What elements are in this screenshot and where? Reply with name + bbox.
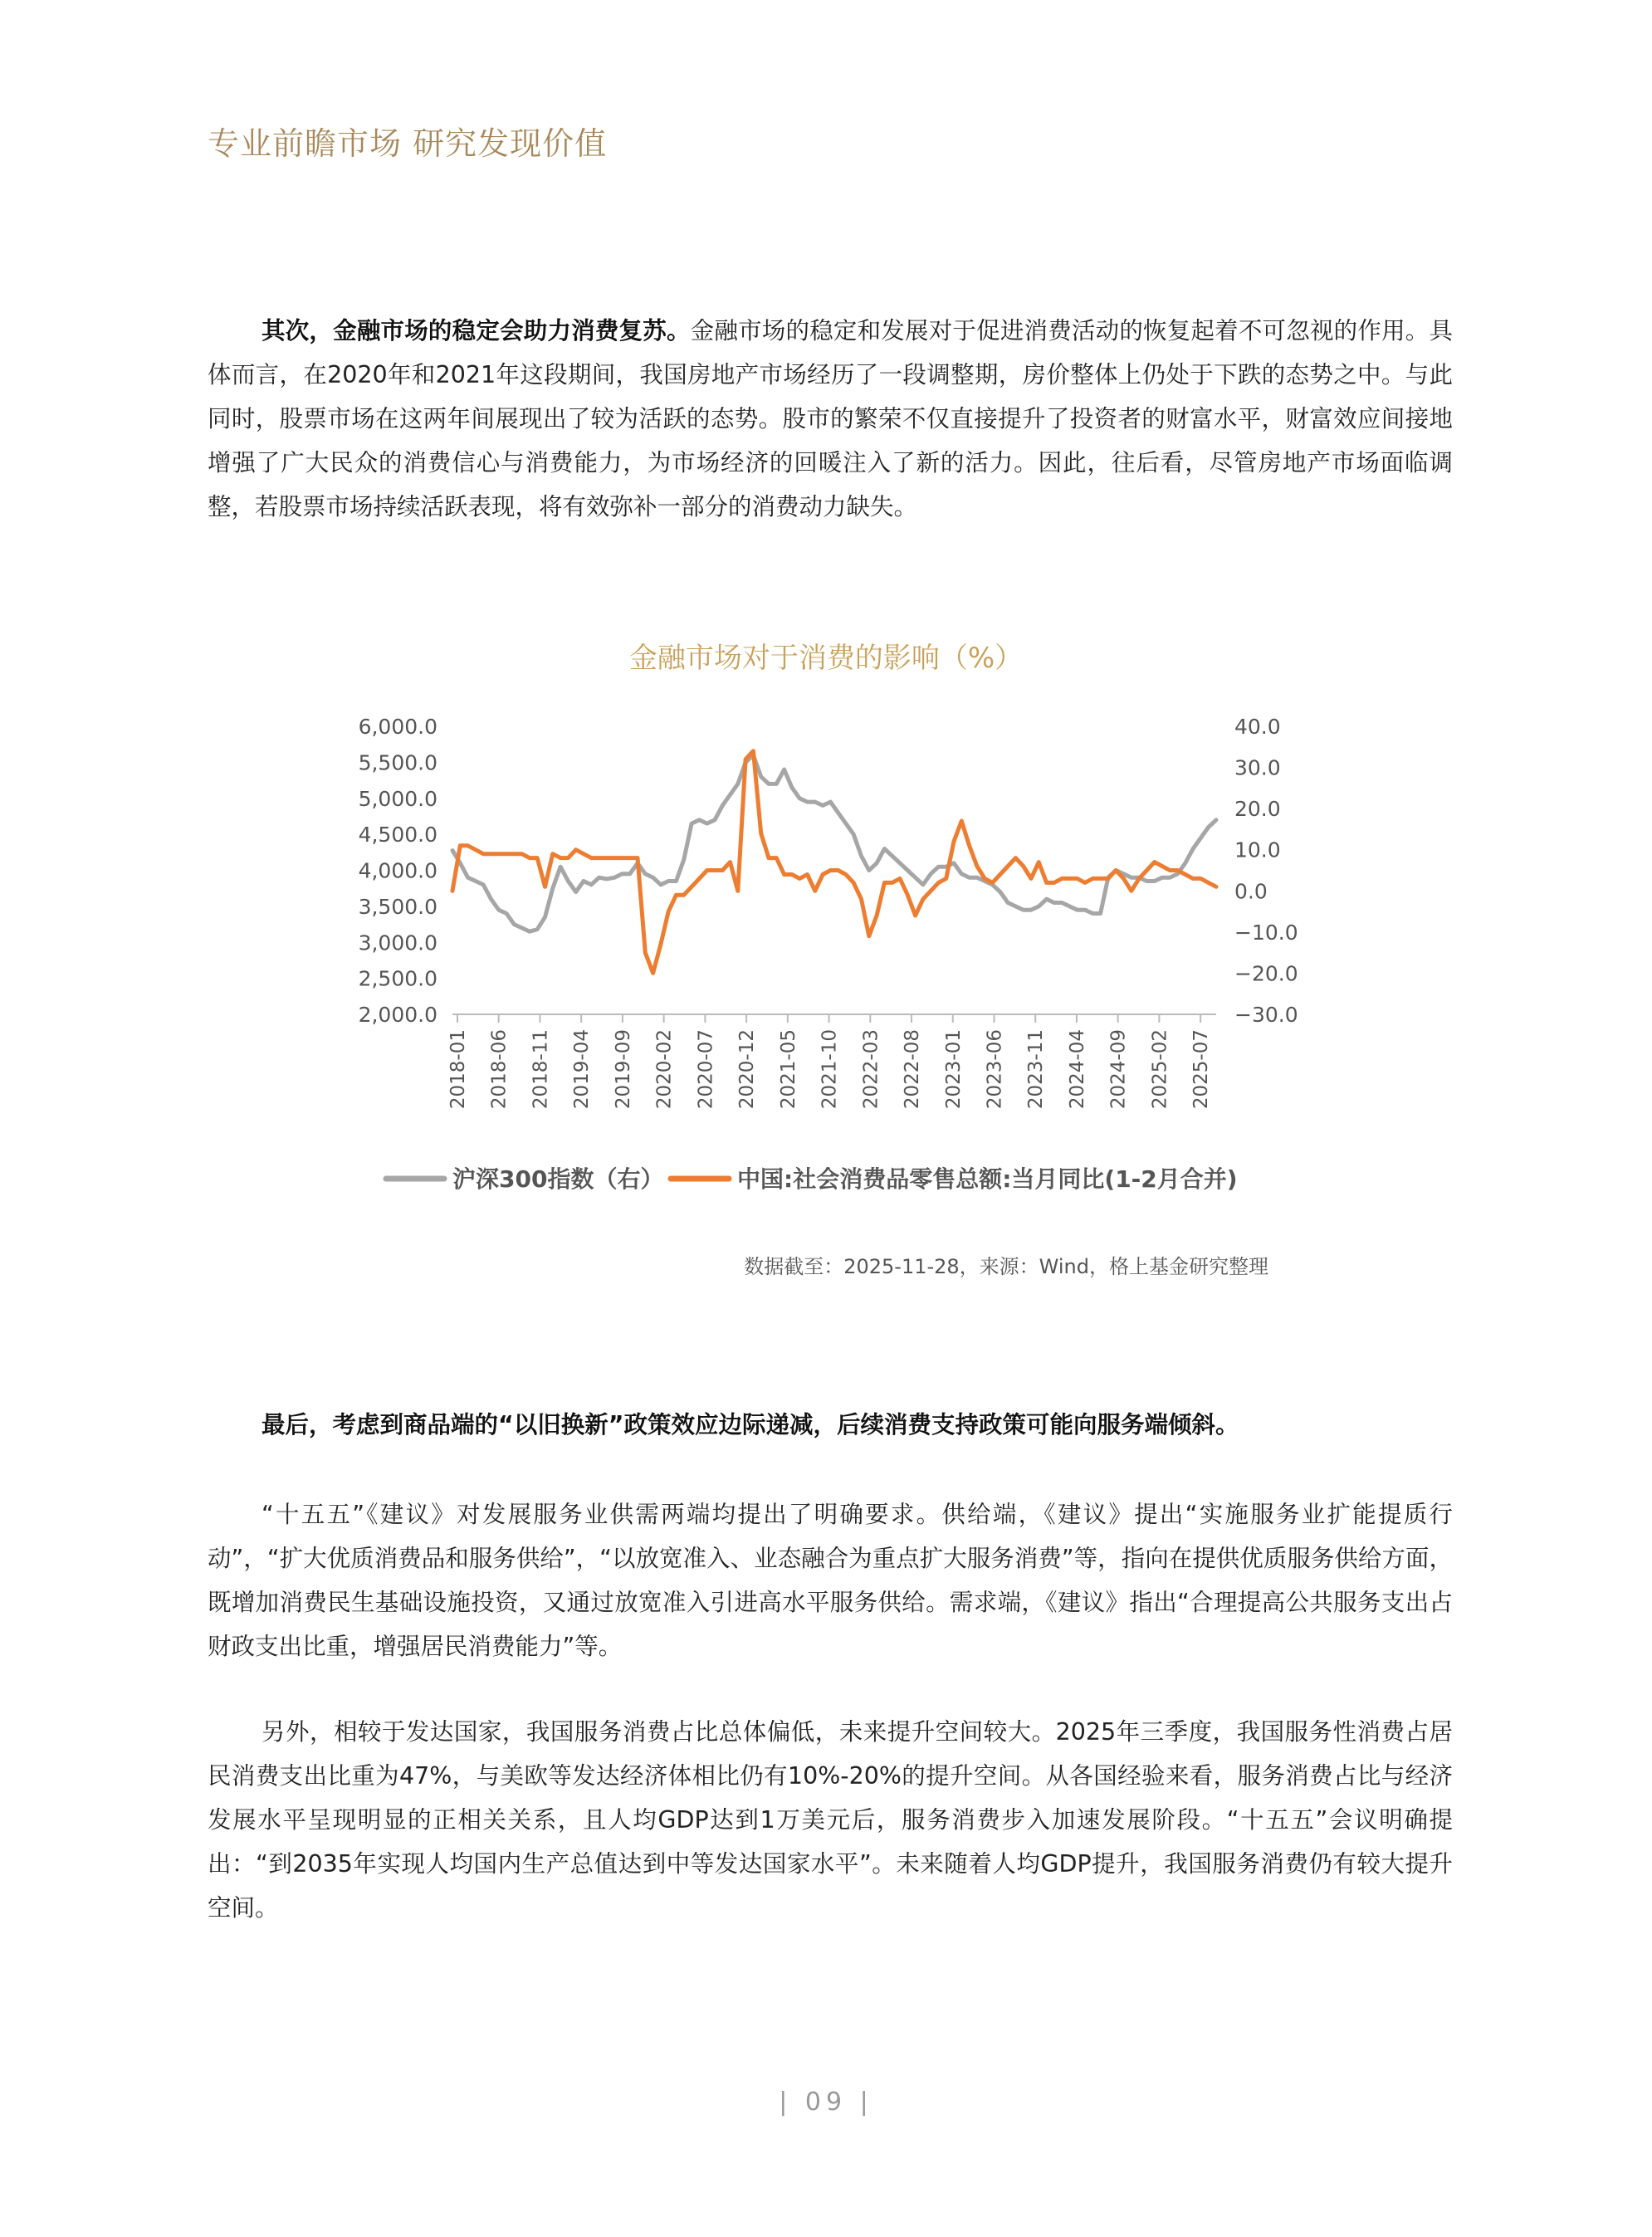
- x-tick-label: 2018-06: [488, 1029, 511, 1110]
- x-tick-label: 2019-09: [612, 1029, 634, 1110]
- x-tick-label: 2022-08: [902, 1029, 924, 1110]
- paragraph-body: 金融市场的稳定和发展对于促进消费活动的恢复起着不可忽视的作用。具体而言，在2020年和2021年这段期间，我国房地产市场经历了一段调整期，房价整体上仍处于下跌的态势之中。与此同时，股票市场在这两年间展现出了较为活跃的态势。股市的繁荣不仅直接提升了投资者的财富水平，财富效应间接地增强了广大民众的消费信心与消费能力，为市场经济的回暖注入了新的活力。因此，往后看，尽管房地产市场面临调整，若股票市场持续活跃表现，将有效弥补一部分的消费动力缺失。: [208, 317, 1453, 520]
- y-left-tick-label: 4,000.0: [358, 858, 437, 883]
- y-right-tick-label: 10.0: [1234, 838, 1281, 862]
- y-right-tick-label: −30.0: [1234, 1003, 1298, 1027]
- y-right-tick-label: 40.0: [1234, 715, 1281, 739]
- series-line-csi300: [452, 755, 1216, 931]
- x-tick-label: 2018-01: [447, 1029, 469, 1110]
- x-tick-label: 2021-05: [777, 1029, 799, 1110]
- paragraph-service-consumption: 另外，相较于发达国家，我国服务消费占比总体偏低，未来提升空间较大。2025年三季度，我国服务性消费占居民消费支出比重为47%，与美欧等发达经济体相比仍有10%-20%的提升空间。从各国经验来看，服务消费占比与经济发展水平呈现明显的正相关关系，且人均GDP达到1万美元后，服务消费步入加速发展阶段。“十五五”会议明确提出：“到2035年实现人均国内生产总值达到中等发达国家水平”。未来随着人均GDP提升，我国服务消费仍有较大提升空间。: [208, 1718, 1453, 1922]
- x-tick-label: 2024-04: [1066, 1029, 1088, 1110]
- section-heading: 最后，考虑到商品端的“以旧换新”政策效应边际递减，后续消费支持政策可能向服务端倾斜。: [261, 1411, 1239, 1438]
- x-tick-label: 2022-03: [860, 1029, 882, 1110]
- x-tick-label: 2020-07: [695, 1029, 717, 1110]
- legend-item-csi300-label: 沪深300指数（右）: [452, 1165, 664, 1193]
- x-tick-label: 2019-04: [571, 1029, 594, 1110]
- y-left-tick-label: 6,000.0: [358, 715, 437, 739]
- y-left-tick-label: 2,000.0: [358, 1003, 437, 1027]
- chart-title: 金融市场对于消费的影响（%）: [628, 642, 1024, 675]
- x-tick-label: 2018-11: [530, 1029, 552, 1110]
- x-tick-label: 2023-01: [942, 1029, 965, 1110]
- x-tick-label: 2020-02: [653, 1029, 676, 1110]
- x-tick-label: 2023-11: [1025, 1029, 1048, 1110]
- x-tick-label: 2025-07: [1190, 1029, 1213, 1110]
- y-left-tick-label: 3,500.0: [358, 894, 437, 919]
- series-line-retail-sales: [452, 751, 1216, 974]
- y-left-tick-label: 5,000.0: [358, 786, 437, 811]
- paragraph-fifteenth-plan: “十五五”《建议》对发展服务业供需两端均提出了明确要求。供给端，《建议》提出“实施服务业扩能提质行动”，“扩大优质消费品和服务供给”，“以放宽准入、业态融合为重点扩大服务消费”等，指向在提供优质服务供给方面，既增加消费民生基础设施投资，又通过放宽准入引进高水平服务供给。需求端，《建议》指出“合理提高公共服务支出占财政支出比重，增强居民消费能力”等。: [208, 1501, 1453, 1660]
- x-tick-label: 2021-10: [819, 1029, 841, 1110]
- y-left-tick-label: 5,500.0: [358, 750, 437, 775]
- header-tagline: 专业前瞻市场 研究发现价值: [208, 125, 608, 162]
- y-right-tick-label: −10.0: [1234, 920, 1298, 945]
- x-tick-label: 2025-02: [1149, 1029, 1171, 1110]
- y-left-tick-label: 2,500.0: [358, 966, 437, 991]
- source-note: 数据截至：2025-11-28，来源：Wind，格上基金研究整理: [744, 1255, 1268, 1278]
- x-tick-label: 2024-09: [1107, 1029, 1130, 1110]
- y-right-tick-label: 30.0: [1234, 755, 1281, 780]
- y-right-tick-label: −20.0: [1234, 961, 1298, 986]
- legend-item-retail-sales-label: 中国:社会消费品零售总额:当月同比(1-2月合并): [737, 1165, 1238, 1193]
- y-left-tick-label: 4,500.0: [358, 823, 437, 847]
- x-tick-label: 2023-06: [984, 1029, 1006, 1110]
- page-number: | 09 |: [779, 2088, 873, 2117]
- x-tick-label: 2020-12: [736, 1029, 759, 1110]
- paragraph-lead: 其次，金融市场的稳定会助力消费复苏。: [261, 317, 691, 344]
- y-right-tick-label: 20.0: [1234, 797, 1281, 822]
- y-left-tick-label: 3,000.0: [358, 930, 437, 955]
- y-right-tick-label: 0.0: [1234, 879, 1268, 904]
